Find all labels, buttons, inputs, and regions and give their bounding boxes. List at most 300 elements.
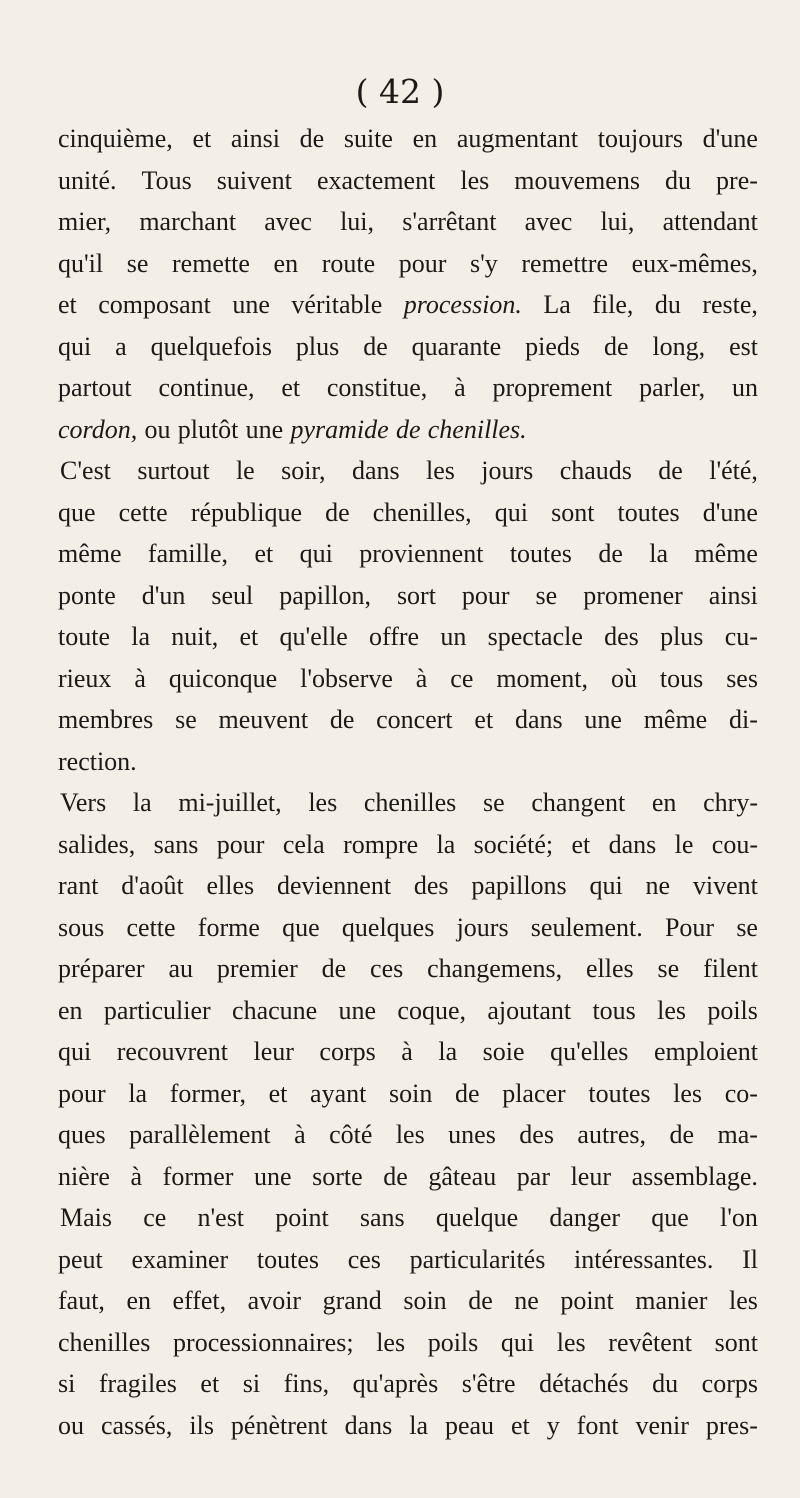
word: sont <box>551 497 595 527</box>
word: spectacle <box>487 622 583 651</box>
word: qu'il <box>58 248 104 278</box>
word: le <box>235 456 255 485</box>
word: moment, <box>496 663 589 693</box>
word: se <box>175 705 197 734</box>
text-line <box>58 658 758 700</box>
word: meuvent <box>218 705 309 734</box>
word: coque, <box>397 995 467 1025</box>
word: la <box>436 829 456 859</box>
word: former <box>162 1161 234 1191</box>
text-line <box>58 616 758 658</box>
word: placer <box>502 1078 566 1108</box>
word: La <box>543 290 571 319</box>
text-line <box>58 367 758 409</box>
word: au <box>168 954 194 983</box>
word: rant <box>58 871 99 900</box>
word: danger <box>549 1203 621 1232</box>
word: ponte <box>58 580 116 610</box>
word: ques <box>58 1120 106 1149</box>
word: se <box>736 912 758 942</box>
text-line <box>58 1363 758 1405</box>
word: de <box>603 331 629 361</box>
word: mouvemens <box>514 165 640 195</box>
word: particulier <box>103 995 211 1025</box>
word: suite <box>343 124 393 153</box>
word: des <box>519 1120 554 1149</box>
word: des <box>413 871 449 900</box>
word: du <box>652 1369 679 1398</box>
word: toujours <box>597 124 683 153</box>
word: vivent <box>692 871 758 900</box>
word: Vers <box>60 788 107 817</box>
word: les <box>556 1327 586 1357</box>
word: ma- <box>717 1120 758 1149</box>
word: pour <box>461 580 510 610</box>
text-line <box>58 948 758 990</box>
word: de <box>468 1286 493 1315</box>
word: par <box>516 1161 550 1191</box>
word: l'on <box>720 1203 758 1232</box>
word: pénètrent <box>230 1410 328 1440</box>
word: processionnaires; <box>173 1327 354 1357</box>
word: ayant <box>310 1078 367 1108</box>
word: dans <box>608 829 657 859</box>
word: co- <box>724 1078 758 1108</box>
word: rection. <box>58 746 137 776</box>
word: mier, <box>58 207 112 236</box>
word: la <box>409 1410 428 1440</box>
word: point <box>560 1286 614 1315</box>
word: quelque <box>435 1203 519 1232</box>
word: corps <box>701 1369 758 1398</box>
word: chenilles <box>58 1327 151 1357</box>
word: côté <box>329 1120 373 1149</box>
word: république <box>190 497 302 527</box>
text-line <box>58 160 758 202</box>
text-line <box>58 1197 758 1239</box>
word: de <box>455 1078 480 1108</box>
word: de <box>658 456 683 485</box>
word: en <box>273 248 299 278</box>
word: offre <box>369 622 420 651</box>
word: ces <box>347 1244 381 1274</box>
word: chry- <box>703 788 758 817</box>
word: leur <box>253 1037 294 1066</box>
word: peut <box>58 1244 103 1274</box>
word: Pour <box>664 912 715 942</box>
word: concert <box>376 705 453 734</box>
word: les <box>308 788 338 817</box>
word: mi-juillet, <box>178 788 282 817</box>
word: quarante <box>411 331 502 361</box>
word: soir, <box>281 456 326 485</box>
word: ainsi <box>230 124 280 153</box>
word: grand <box>322 1286 382 1315</box>
word: et <box>239 622 259 651</box>
word: avoir <box>247 1286 302 1315</box>
word: surtout <box>137 456 210 485</box>
word: de <box>329 705 355 734</box>
word: sort <box>396 580 436 610</box>
text-line <box>58 1280 758 1322</box>
word: qui <box>500 1327 535 1357</box>
word: sorte <box>312 1161 363 1191</box>
text-line <box>58 533 758 575</box>
word: en <box>412 124 438 153</box>
word: proprement <box>492 373 613 402</box>
word: y <box>546 1410 560 1440</box>
word: procession. <box>403 290 522 319</box>
word: société; <box>473 829 554 859</box>
word: à <box>454 373 466 402</box>
word: point <box>275 1203 329 1232</box>
word: pre- <box>716 165 758 195</box>
text-line <box>58 243 758 285</box>
word: pres- <box>705 1410 758 1440</box>
word: et <box>200 1369 220 1398</box>
word: ne <box>645 871 671 900</box>
word: avec <box>524 207 573 236</box>
word: la <box>128 1078 148 1108</box>
word: Mais <box>60 1203 112 1232</box>
word: des <box>604 622 639 651</box>
word: particularités <box>409 1244 546 1274</box>
word: lui, <box>340 207 375 236</box>
word: ainsi <box>708 580 758 610</box>
text-line <box>58 1031 758 1073</box>
word: d'août <box>121 871 184 900</box>
word: que <box>651 1203 689 1232</box>
word: de <box>299 124 325 153</box>
word: fragiles <box>98 1369 177 1398</box>
word: pyramide <box>290 414 389 444</box>
text-line <box>58 782 758 824</box>
word: plus <box>660 622 704 651</box>
word: poils <box>427 1327 479 1357</box>
word: se <box>126 248 149 278</box>
word: jours <box>456 912 509 942</box>
word: ses <box>726 663 758 693</box>
word: soin <box>389 1078 433 1108</box>
word: sans <box>153 829 199 859</box>
word: remette <box>172 248 250 278</box>
word: les <box>376 1327 406 1357</box>
word: soin <box>403 1286 447 1315</box>
word: avec <box>264 207 312 236</box>
word: cinquième, <box>58 124 173 153</box>
word: où <box>610 663 637 693</box>
word: se <box>535 580 558 610</box>
word: deviennent <box>276 871 392 900</box>
word: forme <box>197 912 260 942</box>
word: cette <box>126 912 176 942</box>
word: est <box>729 331 758 361</box>
word: se <box>657 954 680 983</box>
word: unité. <box>58 165 117 195</box>
word: recouvrent <box>116 1037 228 1066</box>
word: C'est <box>60 456 111 485</box>
word: du <box>654 290 681 319</box>
word: ne <box>514 1286 539 1315</box>
word: qu'elles <box>550 1037 629 1066</box>
word: s'arrêtant <box>402 207 497 236</box>
text-line <box>58 1073 758 1115</box>
word: ce <box>450 663 474 693</box>
word: si <box>242 1369 261 1398</box>
word: la <box>438 1037 458 1066</box>
word: qu'après <box>352 1369 439 1398</box>
page-number: ( 42 ) <box>355 72 445 111</box>
word: jours <box>481 456 534 485</box>
word: marchant <box>139 207 237 236</box>
word: changent <box>531 788 626 817</box>
word: un <box>440 622 467 651</box>
word: ou <box>144 414 171 444</box>
word: pieds <box>525 331 581 361</box>
text-line <box>58 1156 758 1198</box>
word: cassés, <box>100 1410 173 1440</box>
word: et <box>192 124 212 153</box>
word: dans <box>514 705 563 734</box>
word: partout <box>58 373 132 402</box>
word: effet, <box>172 1286 227 1315</box>
word: une <box>232 290 270 319</box>
word: une <box>338 995 377 1025</box>
word: les <box>673 1078 703 1108</box>
word: que <box>282 912 320 942</box>
word: l'observe <box>300 663 393 693</box>
word: chauds <box>559 456 632 485</box>
word: et <box>58 290 77 319</box>
word: unes <box>448 1120 496 1149</box>
word: ajoutant <box>487 995 572 1025</box>
word: quelques <box>341 912 435 942</box>
word: papillon, <box>279 580 371 610</box>
word: ils <box>189 1410 214 1440</box>
word: qui <box>494 497 528 527</box>
word: n'est <box>197 1203 245 1232</box>
text-line <box>58 201 758 243</box>
word: à <box>134 663 146 693</box>
word: file, <box>592 290 634 319</box>
word: corps <box>319 1037 376 1066</box>
word: s'être <box>461 1369 516 1398</box>
word: nière <box>58 1161 110 1191</box>
word: et <box>254 539 274 568</box>
text-line <box>58 450 758 492</box>
word: reste, <box>702 290 758 319</box>
word: long, <box>652 331 706 361</box>
word: nuit, <box>171 622 219 651</box>
word: et <box>268 1078 288 1108</box>
word: cette <box>118 497 168 527</box>
text-line <box>58 326 758 368</box>
text-line <box>58 907 758 949</box>
word: un <box>732 373 758 402</box>
word: à <box>401 1037 413 1066</box>
word: chacune <box>232 995 318 1025</box>
word: les <box>426 456 455 485</box>
word: Tous <box>141 165 192 195</box>
word: les <box>728 1286 758 1315</box>
word: membres <box>58 705 154 734</box>
word: quelquefois <box>150 331 272 361</box>
word: le <box>674 829 694 859</box>
word: chenilles, <box>372 497 472 527</box>
word: toutes <box>256 1244 320 1274</box>
word: examiner <box>131 1244 229 1274</box>
word: remettre <box>521 248 608 278</box>
word: l'été, <box>709 456 758 485</box>
word: sont <box>714 1327 758 1357</box>
word: changemens, <box>427 954 563 983</box>
word: même <box>643 705 708 734</box>
word: détachés <box>539 1369 629 1398</box>
word: à <box>294 1120 306 1149</box>
word: poils <box>707 995 758 1025</box>
text-line <box>58 865 758 907</box>
word: qu'elle <box>279 622 348 651</box>
word: promener <box>583 580 683 610</box>
word: rompre <box>343 829 419 859</box>
word: chenilles. <box>427 414 527 444</box>
word: véritable <box>291 290 383 319</box>
word: cu- <box>724 622 758 651</box>
word: qui <box>299 539 333 568</box>
word: une <box>584 705 622 734</box>
text-line <box>58 1239 758 1281</box>
word: et <box>474 705 494 734</box>
word: salides, <box>58 829 136 859</box>
word: si <box>58 1369 76 1398</box>
text-line <box>58 1114 758 1156</box>
word: parallèlement <box>129 1120 271 1149</box>
word: filent <box>703 954 758 983</box>
word: dans <box>351 456 400 485</box>
text-line <box>58 409 758 451</box>
text-line <box>58 824 758 866</box>
word: de <box>598 539 623 568</box>
word: parler, <box>639 373 706 402</box>
word: toutes <box>617 497 680 527</box>
word: gâteau <box>428 1161 497 1191</box>
word: a <box>115 331 127 361</box>
word: premier <box>216 954 298 983</box>
word: lui, <box>600 207 635 236</box>
word: quiconque <box>168 663 278 693</box>
word: cou- <box>711 829 758 859</box>
word: qui <box>58 331 92 361</box>
word: les <box>657 995 686 1025</box>
word: se <box>483 788 505 817</box>
word: pour <box>216 829 265 859</box>
word: dans <box>344 1410 393 1440</box>
word: augmentant <box>456 124 579 153</box>
word: plutôt <box>177 414 239 444</box>
word: du <box>665 165 691 195</box>
word: assemblage. <box>631 1161 758 1191</box>
word: la <box>132 788 152 817</box>
word: à <box>415 663 428 693</box>
word: tous <box>592 995 636 1025</box>
word: suivent <box>216 165 292 195</box>
word: s'y <box>469 248 498 278</box>
word: d'un <box>141 580 186 610</box>
word: de <box>669 1120 695 1149</box>
word: eux-mêmes, <box>631 248 758 278</box>
text-line <box>58 990 758 1032</box>
word: composant <box>98 290 211 319</box>
word: leur <box>570 1161 611 1191</box>
word: sous <box>58 912 105 942</box>
text-line <box>58 699 758 741</box>
text-line <box>58 118 758 160</box>
word: en <box>651 788 677 817</box>
word: d'une <box>702 497 758 527</box>
word: cela <box>282 829 325 859</box>
text-line <box>58 1405 758 1447</box>
word: de <box>325 497 350 527</box>
word: chenilles <box>363 788 457 817</box>
word: emploient <box>653 1037 758 1066</box>
word: elles <box>586 954 634 983</box>
word: que <box>58 497 96 527</box>
word: une <box>245 414 284 444</box>
word: même <box>694 539 758 568</box>
word: peau <box>444 1410 495 1440</box>
text-line <box>58 1322 758 1364</box>
word: de <box>321 954 347 983</box>
word: di- <box>728 705 758 734</box>
word: une <box>254 1161 292 1191</box>
word: qui <box>58 1037 92 1066</box>
word: même <box>58 539 122 568</box>
word: font <box>576 1410 619 1440</box>
word: qui <box>589 871 623 900</box>
word: de <box>395 414 421 444</box>
word: autres, <box>577 1120 647 1149</box>
word: continue, <box>158 373 255 402</box>
text-line <box>58 741 758 783</box>
word: de <box>363 331 388 361</box>
word: la <box>131 622 151 651</box>
word: elles <box>206 871 255 900</box>
word: les <box>460 165 490 195</box>
word: soie <box>482 1037 525 1066</box>
word: route <box>321 248 376 278</box>
word: de <box>383 1161 408 1191</box>
word: à <box>130 1161 143 1191</box>
word: préparer <box>58 954 145 983</box>
word: faut, <box>58 1286 105 1315</box>
word: constitue, <box>326 373 428 402</box>
word: ce <box>143 1203 167 1232</box>
word: fins, <box>283 1369 330 1398</box>
word: toute <box>58 622 110 651</box>
word: pour <box>58 1078 106 1108</box>
word: famille, <box>147 539 229 568</box>
word: former, <box>169 1078 246 1108</box>
word: toutes <box>509 539 572 568</box>
word: et <box>571 829 591 859</box>
word: attendant <box>662 207 758 236</box>
word: Il <box>742 1244 758 1274</box>
word: intéressantes. <box>574 1244 714 1274</box>
word: venir <box>635 1410 689 1440</box>
word: les <box>395 1120 425 1149</box>
text-line <box>58 284 758 326</box>
word: pour <box>398 248 447 278</box>
